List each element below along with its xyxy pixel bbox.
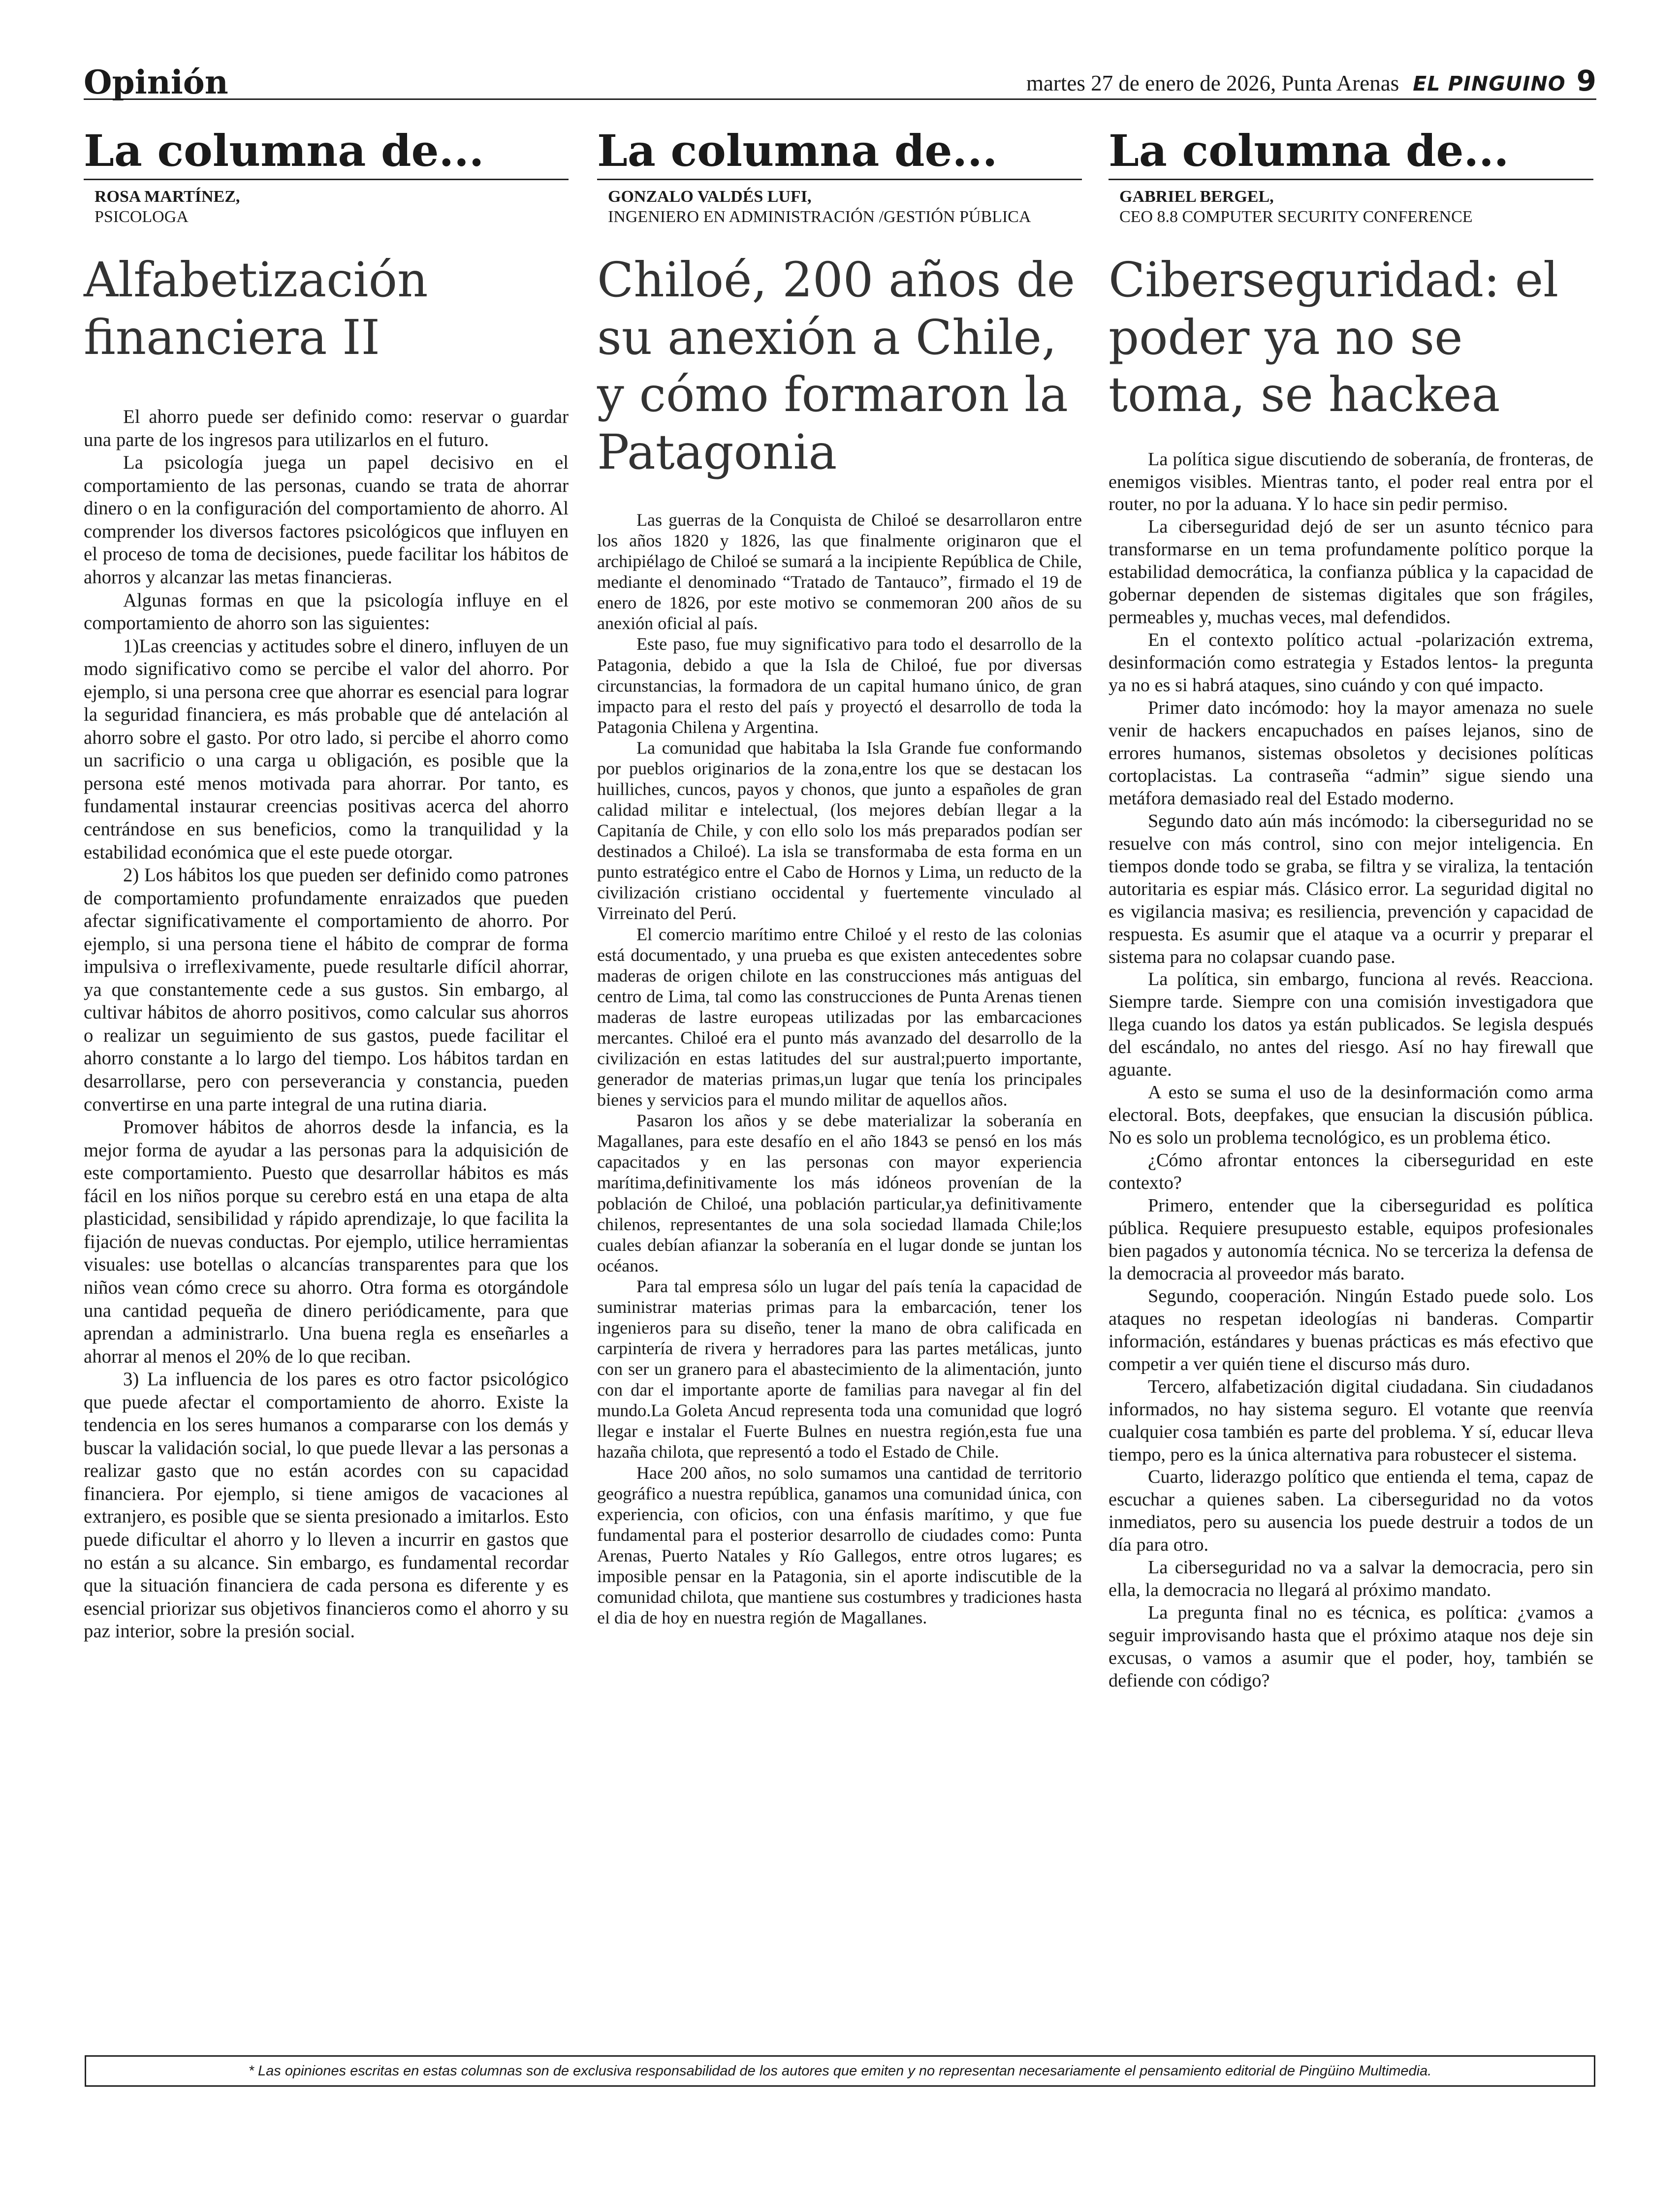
article-headline: Alfabetización financiera II	[84, 252, 428, 365]
body-paragraph: La comunidad que habitaba la Isla Grande fue conformando por pueblos originarios de la zona,entre los que se destacan los huilliches, cuncos, payos y chonos, que junto a españoles de gran calidad militar e intelectual, (los mejores debían llegar a la Capitanía de Chile, y con ello solo los más preparados podían ser destinados a Chiloé). La isla se transformaba de esta forma en un punto estratégico entre el Cabo de Hornos y Lima, un reducto de la civilización cristiano occidental y fuertemente vinculado al Virreinato del Perú.	[597, 737, 1082, 924]
body-paragraph: A esto se suma el uso de la desinformación como arma electoral. Bots, deepfakes, que ensucian la discusión pública. No es solo un problema tecnológico, es un problema ético.	[1109, 1082, 1593, 1148]
date-line: martes 27 de enero de 2026, Punta Arenas	[1026, 71, 1399, 96]
body-paragraph: La política, sin embargo, funciona al revés. Reacciona. Siempre tarde. Siempre con una comisión investigadora que llega cuando los datos ya están publicados. Se legisla después del escándalo, no antes del riesgo. Así no hay firewall que aguante.	[1109, 969, 1593, 1081]
newspaper-logo: EL PINGUINO	[1413, 72, 1566, 96]
disclaimer-text: * Las opiniones escritas en estas columnas son de exclusiva responsabilidad de los autores que emiten y no representan necesariamente el pensamiento editorial de Pingüino Multimedia.	[248, 2063, 1432, 2079]
body-paragraph: La psicología juega un papel decisivo en el comportamiento de las personas, cuando se trata de ahorrar dinero o en la configuración del comportamiento de ahorro. Al comprender los diversos factores psicológicos que influyen en el proceso de toma de decisiones, puede facilitar los hábitos de ahorros y alcanzar las metas financieras.	[84, 452, 569, 588]
author-name: GONZALO VALDÉS LUFI,	[608, 187, 812, 206]
body-paragraph: La pregunta final no es técnica, es política: ¿vamos a seguir improvisando hasta que el próximo ataque nos deje sin excusas, o vamos a asumir que el poder, hoy, también se defiende con código?	[1109, 1602, 1593, 1691]
body-paragraph: La ciberseguridad dejó de ser un asunto técnico para transformarse en un tema profundamente político porque la estabilidad democrática, la confianza pública y la capacidad de gobernar dependen de sistemas digitales que son frágiles, permeables y, muchas veces, mal defendidos.	[1109, 516, 1593, 628]
article-body	[84, 406, 569, 1643]
body-paragraph: La ciberseguridad no va a salvar la democracia, pero sin ella, la democracia no llegará al próximo mandato.	[1109, 1557, 1593, 1601]
author-name: ROSA MARTÍNEZ,	[95, 187, 240, 206]
body-paragraph: 1)Las creencias y actitudes sobre el dinero, influyen de un modo significativo como se percibe el valor del ahorro. Por ejemplo, si una persona cree que ahorrar es esencial para lograr la seguridad financiera, es más probable que dé antelación al ahorro sobre el gasto. Por otro lado, si percibe el ahorro como un sacrificio o una carga u obligación, es posible que la persona esté menos motivada para ahorrar. Por tanto, es fundamental instaurar creencias positivas acerca del ahorro centrándose en sus beneficios, como la tranquilidad y la estabilidad económica que el este puede otorgar.	[84, 635, 569, 863]
body-paragraph: 3) La influencia de los pares es otro factor psicológico que puede afectar el comportamiento de ahorro. Existe la tendencia en los seres humanos a compararse con los demás y buscar la validación social, lo que puede llevar a las personas a realizar gasto que no están acordes con su capacidad financiera. Por ejemplo, si tiene amigos de vacaciones al extranjero, es posible que se sienta presionado a imitarlos. Esto puede dificultar el ahorro y lo lleven a incurrir en gastos que no están a su alcance. Sin embargo, es fundamental recordar que la situación financiera de cada persona es diferente y es esencial priorizar sus objetivos financieros como el ahorro y su paz interior, sobre la presión social.	[84, 1369, 569, 1642]
page-number: 9	[1576, 64, 1596, 97]
column-kicker: La columna de...	[597, 127, 1082, 180]
opinion-column-2	[597, 127, 1082, 1628]
page-header	[84, 62, 1596, 100]
body-paragraph: Cuarto, liderazgo político que entienda el tema, capaz de escuchar a quienes saben. La ciberseguridad no da votos inmediatos, pero su ausencia los puede destruir a todos de un día para otro.	[1109, 1466, 1593, 1556]
article-headline: Ciberseguridad: el poder ya no se toma, se hackea	[1109, 252, 1559, 423]
body-paragraph: El comercio marítimo entre Chiloé y el resto de las colonias está documentado, y una prueba es que existen antecedentes sobre maderas de origen chilote en las construcciones más antiguas del centro de Lima, tal como las construcciones de Punta Arenas tienen maderas de lastre europeas utilizadas por las embarcaciones mercantes. Chiloé era el punto más avanzado del desarrollo de la civilización en estas latitudes del sur austral;puerto importante, generador de materias primas,un lugar que tenía los principales bienes y servicios para el mundo militar de aquellos años.	[597, 924, 1082, 1110]
header-right	[1026, 64, 1596, 97]
author-title: CEO 8.8 COMPUTER SECURITY CONFERENCE	[1119, 207, 1473, 226]
body-paragraph: Hace 200 años, no solo sumamos una cantidad de territorio geográfico a nuestra república, ganamos una comunidad única, con experiencia, con oficios, con una énfasis marítimo, y que fue fundamental para el posterior desarrollo de ciudades como: Punta Arenas, Puerto Natales y Río Gallegos, entre otros lugares; es imposible pensar en la Patagonia, sin el aporte indiscutible de la comunidad chilota, que mantiene sus costumbres y tradiciones hasta el dia de hoy en nuestra región de Magallanes.	[597, 1463, 1082, 1628]
opinion-column-1	[84, 127, 569, 1643]
body-paragraph: Pasaron los años y se debe materializar la soberanía en Magallanes, para este desafío en el año 1843 se pensó en los más capacitados y en las personas con mayor experiencia marítima,definitivamente los más idóneos provenían de la población de Chiloé, una población particular,ya definitivamente chilenos, representantes de una sola sociedad llamada Chile;los cuales debían afianzar la soberanía en el lugar donde se juntan los océanos.	[597, 1111, 1082, 1275]
column-kicker: La columna de...	[84, 127, 569, 180]
article-headline: Chiloé, 200 años de su anexión a Chile, y cómo formaron la Patagonia	[597, 252, 1075, 480]
body-paragraph: Tercero, alfabetización digital ciudadana. Sin ciudadanos informados, no hay sistema seguro. El votante que reenvía cualquier cosa también es parte del problema. Y sí, educar lleva tiempo, pero es la única alternativa para robustecer el sistema.	[1109, 1376, 1593, 1465]
body-paragraph: El ahorro puede ser definido como: reservar o guardar una parte de los ingresos para utilizarlos en el futuro.	[84, 406, 569, 450]
body-paragraph: Este paso, fue muy significativo para todo el desarrollo de la Patagonia, debido a que la Isla de Chiloé, fue por diversas circunstancias, la formadora de un capital humano único, de gran impacto para el resto del país y proyectó el desarrollo de toda la Patagonia Chilena y Argentina.	[597, 634, 1082, 737]
author-title: INGENIERO EN ADMINISTRACIÓN /GESTIÓN PÚBLICA	[608, 207, 1031, 226]
body-paragraph: Algunas formas en que la psicología influye en el comportamiento de ahorro son las siguientes:	[84, 589, 569, 634]
body-paragraph: Primero, entender que la ciberseguridad es política pública. Requiere presupuesto estable, equipos profesionales bien pagados y autonomía técnica. No se terceriza la defensa de la democracia al proveedor más barato.	[1109, 1195, 1593, 1284]
author-name: GABRIEL BERGEL,	[1119, 187, 1274, 206]
article-body	[597, 510, 1082, 1628]
author-title: PSICOLOGA	[95, 207, 189, 226]
body-paragraph: En el contexto político actual -polarización extrema, desinformación como estrategia y Estados lentos- la pregunta ya no es si habrá ataques, sino cuándo y con qué impacto.	[1109, 630, 1593, 696]
body-paragraph: Las guerras de la Conquista de Chiloé se desarrollaron entre los años 1820 y 1826, las que finalmente originaron que el archipiélago de Chiloé se sumará a la incipiente República de Chile, mediante el denominado “Tratado de Tantauco”, firmado el 19 de enero de 1826, por este motivo se conmemoran 200 años de su anexión oficial al país.	[597, 510, 1082, 634]
column-kicker: La columna de...	[1109, 127, 1593, 180]
body-paragraph: ¿Cómo afrontar entonces la ciberseguridad en este contexto?	[1109, 1150, 1593, 1194]
body-paragraph: 2) Los hábitos los que pueden ser definido como patrones de comportamiento profundamente enraizados que pueden afectar significativamente el comportamiento de ahorro. Por ejemplo, si una persona tiene el hábito de comprar de forma impulsiva o irreflexivamente, puede resultarle difícil ahorrar, ya que constantemente cede a sus gustos. Sin embargo, al cultivar hábitos de ahorro positivos, como calcular sus ahorros o realizar un seguimiento de sus gastos, puede facilitar el ahorro constante a lo largo del tiempo. Los hábitos tardan en desarrollarse, pero con perseverancia y constancia, pueden convertirse en una parte integral de una rutina diaria.	[84, 864, 569, 1115]
article-body	[1109, 448, 1593, 1692]
body-paragraph: Para tal empresa sólo un lugar del país tenía la capacidad de suministrar materias primas para la embarcación, tener los ingenieros para su diseño, tener la mano de obra calificada en carpintería de rivera y herradores para las partes metálicas, junto con ser un granero para el abastecimiento de la alimentación, junto con dar el importante aporte de familias para navegar al fin del mundo.La Goleta Ancud representa toda una comunidad que logró llegar e instalar el Fuerte Bulnes en nuestra región,esta fue una hazaña chilota, que representó a todo el Estado de Chile.	[597, 1276, 1082, 1462]
body-paragraph: Segundo, cooperación. Ningún Estado puede solo. Los ataques no respetan ideologías ni banderas. Compartir información, estándares y buenas prácticas es más efectivo que competir a ver quién tiene el discurso más duro.	[1109, 1285, 1593, 1374]
body-paragraph: La política sigue discutiendo de soberanía, de fronteras, de enemigos visibles. Mientras tanto, el poder real entra por el router, no por la aduana. Y lo hace sin pedir permiso.	[1109, 448, 1593, 515]
body-paragraph: Promover hábitos de ahorros desde la infancia, es la mejor forma de ayudar a las personas para la adquisición de este comportamiento. Puesto que desarrollar hábitos es más fácil en los niños porque su cerebro está en una etapa de alta plasticidad, sensibilidad y rápido aprendizaje, lo que facilita la fijación de nuevas conductas. Por ejemplo, utilice herramientas visuales: use botellas o alcancías transparentes para que los niños vean cómo crece su ahorro. Otra forma es otorgándole una cantidad pequeña de dinero periódicamente, para que aprendan a administrarlo. Una buena regla es enseñarles a ahorrar al menos el 20% de lo que reciban.	[84, 1116, 569, 1367]
section-label: Opinión	[84, 63, 228, 101]
body-paragraph: Segundo dato aún más incómodo: la ciberseguridad no se resuelve con más control, sino con mejor inteligencia. En tiempos donde todo se graba, se filtra y se viraliza, la tentación autoritaria es espiar más. Clásico error. La seguridad digital no es vigilancia masiva; es resiliencia, prevención y capacidad de respuesta. Es asumir que el ataque va a ocurrir y preparar el sistema para no colapsar cuando pase.	[1109, 810, 1593, 967]
opinion-column-3	[1109, 127, 1593, 1692]
body-paragraph: Primer dato incómodo: hoy la mayor amenaza no suele venir de hackers encapuchados en países lejanos, sino de errores humanos, sistemas obsoletos y decisiones políticas cortoplacistas. La contraseña “admin” sigue siendo una metáfora demasiado real del Estado moderno.	[1109, 698, 1593, 809]
disclaimer-box	[85, 2055, 1595, 2087]
